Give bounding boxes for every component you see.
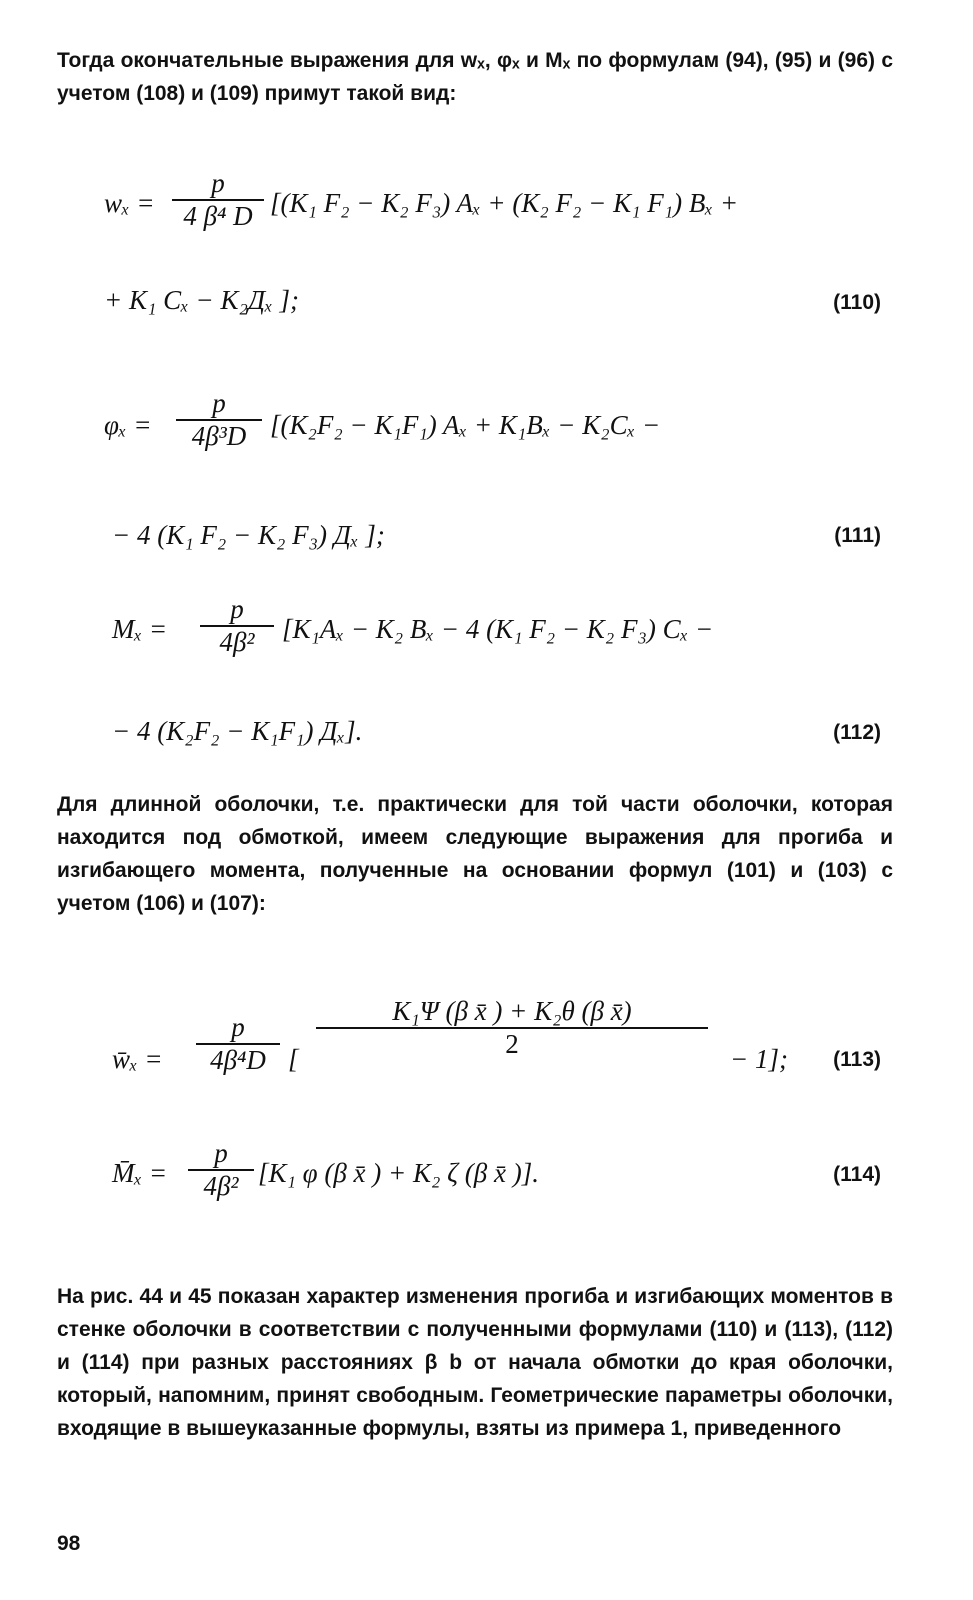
eq112-line1: [K₁Aₓ − K₂ Bₓ − 4 (K₁ F₂ − K₂ F₃) Cₓ −	[282, 614, 714, 644]
eq112-numerator: p	[230, 594, 244, 624]
eq112-fraction	[200, 594, 274, 658]
eq111-number: (111)	[834, 524, 881, 547]
eq114-lhs: M̄ₓ =	[112, 1158, 168, 1188]
page-number: 98	[57, 1532, 81, 1555]
eq110-fraction	[172, 168, 264, 232]
eq114-numerator: p	[214, 1138, 228, 1168]
eq114-number: (114)	[833, 1163, 881, 1186]
eq114-denominator: 4β²	[203, 1171, 239, 1201]
eq113-tail: − 1];	[730, 1044, 788, 1074]
eq114-fraction	[188, 1138, 254, 1202]
eq113-number: (113)	[833, 1048, 881, 1071]
eq112-line2: − 4 (K₂F₂ − K₁F₁) Дₓ].	[112, 716, 363, 746]
long-shell-paragraph: Для длинной оболочки, т.е. практически для той части оболочки, которая находится под обмоткой, имеем следующие выражения для прогиба и изгибающего момента, полученные на основании формул (101) и (103) с учетом (106) и (107):	[57, 793, 893, 915]
eq111-fraction	[176, 388, 262, 452]
eq110-line1: [(K₁ F₂ − K₂ F₃) Aₓ + (K₂ F₂ − K₁ F₁) Bₓ +	[270, 188, 739, 218]
eq112-lhs: Mₓ =	[112, 614, 168, 644]
eq112-denominator: 4β²	[219, 627, 255, 657]
eq111-line2: − 4 (K₁ F₂ − K₂ F₃) Дₓ ];	[112, 520, 385, 550]
intro-paragraph: Тогда окончательные выражения для wₓ, φₓ и Mₓ по формулам (94), (95) и (96) с учетом (108) и (109) примут такой вид:	[57, 49, 893, 105]
eq113-numerator: p	[231, 1012, 245, 1042]
eq113-inner-numerator: K₁Ψ (β x̄ ) + K₂θ (β x̄)	[392, 996, 632, 1026]
figures-paragraph: На рис. 44 и 45 показан характер изменения прогиба и изгибающих моментов в стенке оболочки в соответствии с полученными формулами (110) и (113), (112) и (114) при разных расстояниях β b от начала обмотки до края оболочки, который, напомним, принят свободным. Геометрические параметры оболочки, входящие в вышеуказанные формулы, взяты из примера 1, приведенного	[57, 1285, 893, 1440]
eq111-line1: [(K₂F₂ − K₁F₁) Aₓ + K₁Bₓ − K₂Cₓ −	[270, 410, 661, 440]
eq113-lhs: w̄ₓ =	[112, 1044, 163, 1074]
eq113-bracket: [	[288, 1044, 299, 1074]
eq111-denominator: 4β³D	[191, 421, 247, 451]
eq112-number: (112)	[833, 721, 881, 744]
eq110-line2: + K₁ Cₓ − K₂Дₓ ];	[104, 285, 300, 315]
eq110-number: (110)	[833, 291, 881, 314]
eq113-inner-denominator: 2	[505, 1029, 519, 1059]
eq113-fraction	[196, 1012, 280, 1076]
eq114-rhs: [K₁ φ (β x̄ ) + K₂ ζ (β x̄ )].	[258, 1158, 539, 1188]
eq110-lhs: wₓ =	[104, 188, 155, 218]
eq111-lhs: φₓ =	[104, 410, 152, 440]
eq110-denominator: 4 β⁴ D	[183, 201, 253, 231]
eq111-numerator: p	[212, 388, 226, 418]
eq113-inner-fraction	[316, 996, 708, 1060]
eq113-denominator: 4β⁴D	[210, 1045, 266, 1075]
eq110-numerator: p	[211, 168, 225, 198]
